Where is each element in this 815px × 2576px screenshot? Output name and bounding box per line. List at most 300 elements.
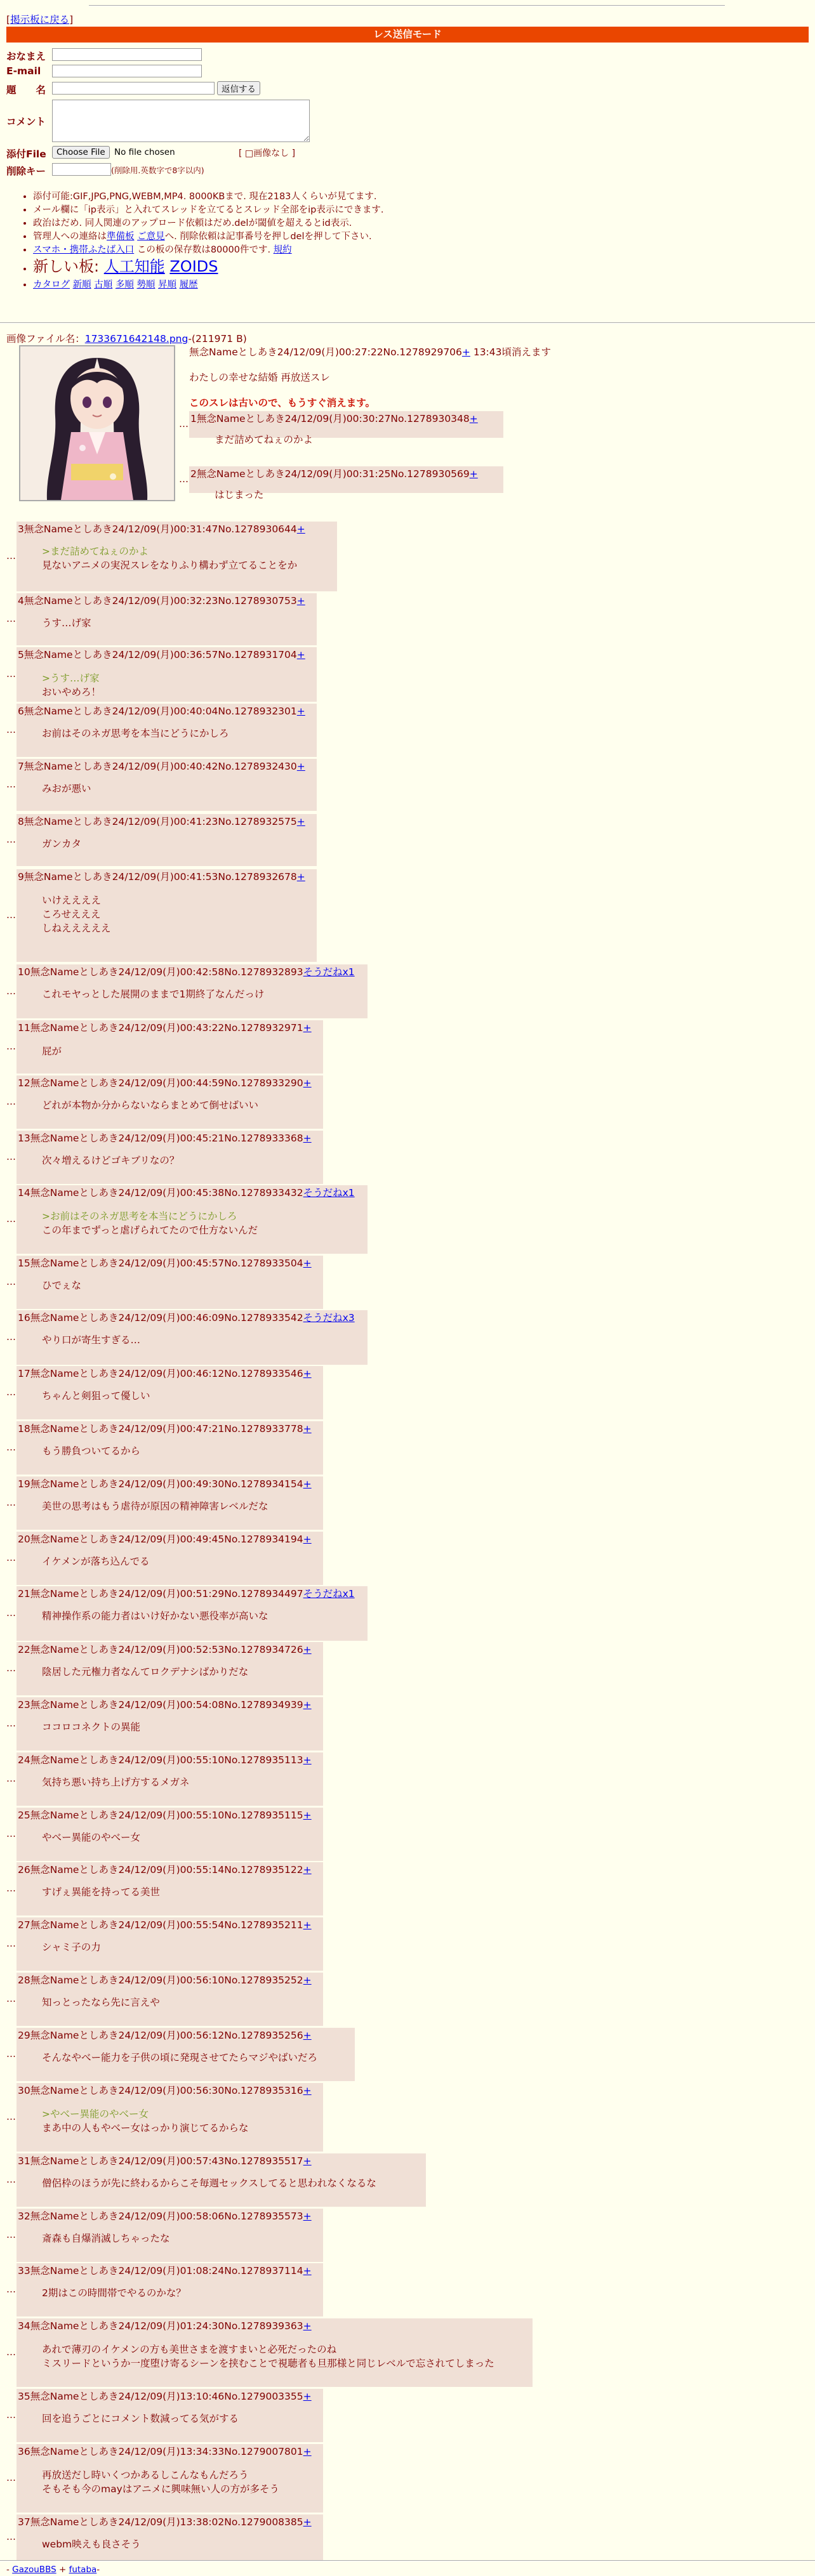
bracket-open: [ <box>6 14 11 25</box>
comment-label: コメント <box>6 116 46 128</box>
reply-header <box>18 2444 312 2458</box>
reply-header <box>190 411 478 425</box>
reply-body <box>42 1940 101 1954</box>
reply-body <box>42 1333 140 1347</box>
many-order-link[interactable]: 多順 <box>115 280 134 290</box>
zoids-board-link[interactable]: ZOIDS <box>169 258 218 275</box>
sodane-link[interactable]: + <box>303 2391 312 2402</box>
reply-header-text: 14無念Nameとしあき24/12/09(月)00:45:38No.1278933432 <box>18 1187 303 1199</box>
reply-line: すげぇ異能を持ってる美世 <box>42 1886 161 1898</box>
reply-header-text: 7無念Nameとしあき24/12/09(月)00:40:42No.1278932430 <box>18 761 297 772</box>
reply-post <box>17 1020 323 1074</box>
bracket-close: ] <box>69 14 74 25</box>
reply-header-text: 26無念Nameとしあき24/12/09(月)00:55:14No.1278935122 <box>18 1864 303 1876</box>
choose-file-button[interactable]: Choose File <box>52 146 110 159</box>
reply-header <box>18 1808 312 1822</box>
reply-body <box>42 1499 268 1513</box>
image-size: -(211971 B) <box>188 333 247 345</box>
reply-line: もう勝負ついてるから <box>42 1445 141 1457</box>
reply-line: あれで薄刃のイケメンの方も美世さまを渡すまいと必死だったのね <box>42 2344 337 2355</box>
reply-header-text: 31無念Nameとしあき24/12/09(月)00:57:43No.1278935517 <box>18 2155 303 2167</box>
reply-indent-marker: … <box>6 2284 16 2295</box>
reply-header-text: 6無念Nameとしあき24/12/09(月)00:40:04No.1278932301 <box>18 706 297 717</box>
footer <box>6 2565 100 2575</box>
reply-post <box>17 2083 323 2152</box>
reply-header <box>18 647 305 661</box>
reply-header <box>18 1586 355 1600</box>
reply-header <box>18 1256 312 1270</box>
reply-line: 屁が <box>42 1046 62 1057</box>
reply-post <box>17 1642 323 1695</box>
reply-line: まあ中の人もやべー女はっかり演じてるからな <box>42 2122 249 2134</box>
reply-header <box>18 1075 312 1089</box>
new-order-link[interactable]: 新順 <box>72 280 91 290</box>
reply-body <box>42 837 81 851</box>
reply-body <box>42 1830 140 1844</box>
reply-line: 陰居した元権力者なんてロクデナシばかりだな <box>42 1666 249 1678</box>
reply-header-text: 24無念Nameとしあき24/12/09(月)00:55:10No.1278935113 <box>18 1754 303 1766</box>
reply-line: ころせえええ <box>42 909 101 920</box>
reply-line: 2期はこの時間帯でやるのかな？ <box>42 2287 186 2299</box>
reply-header-text: 34無念Nameとしあき24/12/09(月)01:24:30No.1278939363 <box>18 2320 303 2332</box>
reply-post <box>17 1752 323 1806</box>
reply-body <box>42 987 264 1001</box>
reply-header <box>18 1752 312 1766</box>
sodane-link[interactable]: + <box>303 1478 312 1490</box>
reply-line: 次々増えるけどゴキブリなの？ <box>42 1155 180 1166</box>
reply-line: どれが本物か分からないならまとめて倒せばいい <box>42 1100 259 1111</box>
reply-line: 再放送だし時いくつかあるしこんなもんだろう <box>42 2469 249 2481</box>
reply-indent-marker: … <box>6 550 16 562</box>
reply-indent-marker: … <box>6 724 16 735</box>
reply-header <box>18 1421 312 1435</box>
sodane-link[interactable]: + <box>303 1864 312 1876</box>
reply-indent-marker: … <box>6 1993 16 2004</box>
reply-header-text: 37無念Nameとしあき24/12/09(月)13:38:02No.1279008385 <box>18 2516 303 2528</box>
quote-line: >まだ詰めてねぇのかよ <box>42 546 149 557</box>
reply-indent-marker: … <box>6 1096 16 1107</box>
reply-indent-marker: … <box>6 1718 16 1729</box>
reply-body <box>42 1444 140 1458</box>
reply-indent-marker: … <box>6 2531 16 2542</box>
sodane-link[interactable]: + <box>303 2265 312 2277</box>
reply-body <box>42 2107 249 2135</box>
sodane-link[interactable]: + <box>303 1258 312 1269</box>
reply-body <box>42 2537 141 2551</box>
sodane-link[interactable]: + <box>303 2155 312 2167</box>
op-header-text: 無念Nameとしあき24/12/09(月)00:27:22No.1278929706 <box>189 346 462 358</box>
reply-post <box>17 1185 368 1254</box>
reply-header <box>18 1310 355 1324</box>
reply-line: ひでぇな <box>42 1280 82 1291</box>
reply-indent-marker: … <box>6 1331 16 1343</box>
reply-header-text: 25無念Nameとしあき24/12/09(月)00:55:10No.1278935115 <box>18 1810 303 1821</box>
op-post-body: わたしの幸せな結婚 再放送スレ <box>189 372 330 383</box>
reply-post <box>17 1310 368 1365</box>
sodane-link[interactable]: + <box>469 413 478 424</box>
reply-line: 見ないアニメの実況スレをなりふり構わず立てることをか <box>42 560 298 571</box>
reply-body <box>42 1098 258 1112</box>
notice-item: • 添付可能:GIF,JPG,PNG,WEBM,MP4. 8000KBまで. 現在2183人くらいが見てます. <box>33 190 384 204</box>
sodane-link[interactable]: + <box>296 595 305 607</box>
reply-line: これモヤっとした展開のままで1期終了なんだっけ <box>42 989 265 1000</box>
reply-indent-marker: … <box>6 1442 16 1453</box>
delkey-label: 削除キー <box>6 166 46 177</box>
notice-text: へ. 削除依頼は記事番号を押しdelを押して下さい. <box>164 232 372 242</box>
reply-header-text: 23無念Nameとしあき24/12/09(月)00:54:08No.1278934939 <box>18 1699 303 1711</box>
reply-line: イケメンが落ち込んでる <box>42 1556 150 1567</box>
mobile-entrance-link[interactable]: スマホ・携帯ふたば入口 <box>33 245 135 255</box>
reply-body <box>42 1775 190 1789</box>
reply-body <box>42 782 91 796</box>
old-order-link[interactable]: 古順 <box>94 280 113 290</box>
reply-header-text: 32無念Nameとしあき24/12/09(月)00:58:06No.1278935573 <box>18 2211 303 2222</box>
reply-post <box>17 2209 323 2262</box>
sodane-link[interactable]: + <box>303 1644 312 1655</box>
reply-post <box>17 2318 533 2387</box>
reply-body <box>42 1278 81 1292</box>
reply-indent-marker: … <box>6 834 16 845</box>
sodane-link[interactable]: + <box>296 706 305 717</box>
reply-post <box>17 759 317 811</box>
sodane-link[interactable]: + <box>303 1919 312 1931</box>
reply-header-text: 2無念Nameとしあき24/12/09(月)00:31:25No.1278930569 <box>190 468 470 480</box>
reply-post <box>17 2389 323 2442</box>
file-label: 添付File <box>6 148 46 160</box>
momentum-order-link[interactable]: 勢順 <box>136 280 156 290</box>
reply-header <box>18 2263 312 2277</box>
reply-body <box>42 2468 279 2496</box>
reply-line: おいやめろ！ <box>42 687 102 698</box>
reply-post <box>17 1917 323 1971</box>
new-board-label: 新しい板: <box>33 258 104 275</box>
ascending-order-link[interactable]: 昇順 <box>158 280 177 290</box>
reply-line: みおが悪い <box>42 783 91 794</box>
reply-header-text: 17無念Nameとしあき24/12/09(月)00:46:12No.1278933546 <box>18 1368 303 1379</box>
reply-indent-marker: … <box>6 668 16 680</box>
reply-body <box>42 1609 268 1623</box>
sodane-link[interactable]: + <box>303 1133 312 1144</box>
sodane-link[interactable]: そうだねx1 <box>303 966 355 978</box>
reply-header-text: 16無念Nameとしあき24/12/09(月)00:46:09No.1278933542 <box>18 1312 303 1324</box>
sodane-link[interactable]: + <box>303 2446 312 2457</box>
reply-indent-marker: … <box>6 1276 16 1287</box>
reply-header <box>18 2028 312 2042</box>
reply-header <box>18 2318 312 2332</box>
reply-header <box>18 522 305 536</box>
notice-item: • 政治はだめ. 同人関連のアップロード依頼はだめ.delが閾値を超えるとid表示. <box>33 217 384 230</box>
footer-text: - <box>96 2565 100 2575</box>
reply-header-text: 28無念Nameとしあき24/12/09(月)00:56:10No.1278935252 <box>18 1975 303 1986</box>
reply-post <box>17 1075 323 1129</box>
reply-body <box>42 726 229 740</box>
reply-header <box>18 1642 312 1656</box>
reply-header <box>18 1185 355 1199</box>
reply-post <box>17 1421 323 1475</box>
reply-header <box>18 1973 312 1987</box>
reply-post <box>17 814 317 866</box>
rules-link[interactable]: 規約 <box>273 245 292 255</box>
history-link[interactable]: 履歴 <box>179 280 198 290</box>
reply-header <box>18 1697 312 1711</box>
reply-post <box>17 2514 323 2560</box>
reply-post <box>189 411 503 445</box>
reply-header <box>18 1476 312 1490</box>
reply-post <box>17 869 317 962</box>
reply-header <box>18 869 305 883</box>
reply-header-text: 19無念Nameとしあき24/12/09(月)00:49:30No.1278934154 <box>18 1478 303 1490</box>
reply-indent-marker: … <box>6 1552 16 1563</box>
sodane-link[interactable]: + <box>296 649 305 660</box>
reply-header-text: 8無念Nameとしあき24/12/09(月)00:41:23No.1278932575 <box>18 816 297 827</box>
reply-header-text: 1無念Nameとしあき24/12/09(月)00:30:27No.1278930348 <box>190 413 470 424</box>
reply-body <box>215 488 264 502</box>
reply-body <box>42 2176 376 2190</box>
reply-indent-marker: … <box>6 1773 16 1784</box>
ai-board-link[interactable]: 人工知能 <box>103 258 165 275</box>
sodane-link[interactable]: + <box>303 2085 312 2096</box>
reply-line: うす…げ家 <box>42 617 91 629</box>
reply-line: ちゃんと剣狙って優しい <box>42 1390 150 1402</box>
reply-post <box>17 1476 323 1530</box>
reply-header-text: 11無念Nameとしあき24/12/09(月)00:43:22No.1278932971 <box>18 1022 303 1034</box>
back-to-board-link[interactable]: 掲示板に戻る <box>10 14 70 25</box>
reply-line: ミスリードというか一度堕け寄るシーンを挟むことで視聴者も旦那様と同じレベルで忘されてしまった <box>42 2358 494 2369</box>
reply-header <box>18 1131 312 1145</box>
reply-header <box>18 2153 312 2167</box>
footer-text: + <box>56 2565 69 2575</box>
reply-body <box>215 433 313 447</box>
sodane-link[interactable]: + <box>303 2030 312 2041</box>
reply-post <box>17 1586 368 1641</box>
reply-indent-marker: … <box>6 1662 16 1674</box>
reply-header-text: 12無念Nameとしあき24/12/09(月)00:44:59No.1278933290 <box>18 1077 303 1089</box>
reply-header-text: 15無念Nameとしあき24/12/09(月)00:45:57No.1278933504 <box>18 1258 303 1269</box>
reply-header-text: 18無念Nameとしあき24/12/09(月)00:47:21No.1278933778 <box>18 1423 303 1435</box>
reply-body <box>42 1720 140 1734</box>
reply-header-text: 27無念Nameとしあき24/12/09(月)00:55:54No.1278935211 <box>18 1919 303 1931</box>
reply-body <box>42 1554 150 1568</box>
reply-indent-marker: … <box>6 1828 16 1839</box>
reply-post <box>17 522 337 591</box>
reply-post <box>17 1697 323 1751</box>
sodane-link[interactable]: + <box>303 1810 312 1821</box>
email-label: E-mail <box>6 65 41 77</box>
old-thread-warning: このスレは古いので、もうすぐ消えます。 <box>189 397 375 409</box>
reply-indent-marker: … <box>6 909 16 921</box>
reply-line: まだ詰めてねぇのかよ <box>215 434 314 445</box>
sodane-link[interactable]: + <box>303 1423 312 1435</box>
reply-line: 僧侶枠のほうが先に終わるからこそ毎週セックスしてると思われなくなるな <box>42 2178 376 2189</box>
footer-divider <box>0 2560 815 2561</box>
reply-body <box>42 2051 317 2065</box>
notice-text: この板の保存数は80000件です. <box>134 245 274 255</box>
reply-body <box>42 1153 179 1167</box>
reply-indent-marker: … <box>6 1213 16 1225</box>
reply-line: 回を追うごとにコメント数減ってる気がする <box>42 2413 239 2424</box>
reply-header-text: 21無念Nameとしあき24/12/09(月)00:51:29No.1278934497 <box>18 1588 303 1600</box>
reply-body <box>42 2286 186 2300</box>
quote-line: >やべー異能のやべー女 <box>42 2108 149 2120</box>
sodane-link[interactable]: そうだねx3 <box>303 1312 355 1324</box>
op-sodane-link[interactable]: + <box>461 346 470 358</box>
reply-indent-marker: … <box>6 1386 16 1398</box>
reply-body <box>42 2343 494 2370</box>
reply-header <box>18 1532 312 1546</box>
no-image-checkbox[interactable]: [ □画像なし ] <box>239 148 296 159</box>
footer-text: - <box>6 2565 13 2575</box>
reply-header-text: 22無念Nameとしあき24/12/09(月)00:52:53No.1278934726 <box>18 1644 303 1655</box>
sodane-link[interactable]: + <box>303 2211 312 2222</box>
image-file-link[interactable]: 1733671642148.png <box>84 333 189 345</box>
reply-body <box>42 1389 150 1403</box>
reply-header <box>18 2389 312 2403</box>
reply-line: やり口が寄生すぎる… <box>42 1334 141 1346</box>
reply-indent-marker: … <box>6 985 16 997</box>
reply-line: ガンカタ <box>42 838 82 850</box>
reply-line: 斎森も自爆消滅しちゃったな <box>42 2233 170 2244</box>
futaba-link[interactable]: futaba <box>69 2565 97 2575</box>
reply-indent-marker: … <box>6 1151 16 1162</box>
reply-header-text: 10無念Nameとしあき24/12/09(月)00:42:58No.1278932893 <box>18 966 303 978</box>
reply-header-text: 9無念Nameとしあき24/12/09(月)00:41:53No.1278932678 <box>18 871 297 883</box>
sodane-link[interactable]: + <box>469 468 478 480</box>
reply-post <box>17 704 317 757</box>
reply-header-text: 35無念Nameとしあき24/12/09(月)13:10:46No.1279003355 <box>18 2391 303 2402</box>
reply-header <box>18 964 355 978</box>
reply-header <box>18 2083 312 2097</box>
reply-header <box>190 466 478 480</box>
reply-header <box>18 704 305 718</box>
reply-header-text: 20無念Nameとしあき24/12/09(月)00:49:45No.1278934194 <box>18 1534 303 1545</box>
name-label: おなまえ <box>6 51 46 62</box>
reply-body <box>42 1995 160 2009</box>
sodane-link[interactable]: + <box>296 523 305 535</box>
sodane-link[interactable]: + <box>296 816 305 827</box>
catalog-link[interactable]: カタログ <box>33 280 70 290</box>
reply-post <box>17 2028 355 2081</box>
reply-line: 知っとったなら先に言えや <box>42 1997 160 2008</box>
reply-line: webm映えも良さそう <box>42 2539 141 2550</box>
reply-indent-marker: … <box>6 779 16 790</box>
reply-header <box>18 1366 312 1380</box>
reply-header <box>18 1917 312 1931</box>
subject-label: 題 名 <box>6 84 46 96</box>
prep-board-link[interactable]: 準備板 <box>107 232 135 242</box>
reply-line: はじまった <box>215 489 264 501</box>
sodane-link[interactable]: そうだねx1 <box>303 1187 355 1199</box>
reply-body <box>42 616 91 630</box>
notice-item: • メール欄に「ip表示」と入れてスレッドを立てるとスレッド全部をip表示にできます. <box>33 204 384 217</box>
sodane-link[interactable]: + <box>303 2516 312 2528</box>
reply-header-text: 29無念Nameとしあき24/12/09(月)00:56:12No.1278935256 <box>18 2030 303 2041</box>
reply-line: いけええええ <box>42 895 102 906</box>
sodane-link[interactable]: そうだねx1 <box>303 1588 355 1600</box>
reply-post <box>17 1973 323 2026</box>
delkey-note: (削除用.英数字で8字以内) <box>111 166 204 175</box>
reply-line: この年までずっと虐げられてたので仕方ないんだ <box>42 1225 258 1236</box>
submit-reply-button[interactable]: 返信する <box>217 81 260 95</box>
op-expire-text: 13:43頃消えます <box>470 346 552 358</box>
reply-post <box>17 593 317 645</box>
reply-header <box>18 1862 312 1876</box>
sodane-link[interactable]: + <box>296 761 305 772</box>
reply-header-text: 33無念Nameとしあき24/12/09(月)01:08:24No.1278937114 <box>18 2265 303 2277</box>
reply-line: シャミ子の力 <box>42 1942 101 1953</box>
gazoubbs-link[interactable]: GazouBBS <box>12 2565 56 2575</box>
reply-indent-marker: … <box>6 1497 16 1508</box>
reply-line: 気持ち悪い持ち上げ方するメガネ <box>42 1777 190 1788</box>
reply-body <box>42 671 101 699</box>
reply-body <box>42 1885 160 1899</box>
reply-body <box>42 1665 248 1679</box>
reply-indent-marker: … <box>6 1041 16 1052</box>
image-label: 画像ファイル名： <box>6 333 85 345</box>
sodane-link[interactable]: + <box>296 871 305 883</box>
sodane-link[interactable]: + <box>303 1368 312 1379</box>
reply-indent-marker: … <box>179 473 189 485</box>
reply-header-text: 4無念Nameとしあき24/12/09(月)00:32:23No.1278930753 <box>18 595 297 607</box>
opinion-link[interactable]: ご意見 <box>137 232 165 242</box>
reply-header <box>18 1020 312 1034</box>
reply-post <box>17 2444 323 2513</box>
sodane-link[interactable]: + <box>303 1534 312 1545</box>
reply-line: 美世の思考はもう虐待が原因の精神障害レベルだな <box>42 1501 268 1512</box>
sodane-link[interactable]: + <box>303 1975 312 1986</box>
sodane-link[interactable]: + <box>303 1077 312 1089</box>
reply-header <box>18 2514 312 2528</box>
reply-line: お前はそのネガ思考を本当にどうにかしろ <box>42 728 229 739</box>
reply-post <box>17 1808 323 1861</box>
reply-indent-marker: … <box>6 1607 16 1619</box>
reply-line: そもそも今のmayはアニメに興味無い人の方が多そう <box>42 2483 279 2495</box>
reply-header <box>18 593 305 607</box>
sodane-link[interactable]: + <box>303 1699 312 1711</box>
reply-indent-marker: … <box>6 2346 16 2358</box>
reply-body <box>42 2412 239 2426</box>
reply-header <box>18 814 305 828</box>
notice-text: 管理人への連絡は <box>33 232 107 242</box>
reply-indent-marker: … <box>6 2048 16 2060</box>
reply-header-text: 30無念Nameとしあき24/12/09(月)00:56:30No.1278935316 <box>18 2085 303 2096</box>
reply-header-text: 3無念Nameとしあき24/12/09(月)00:31:47No.1278930644 <box>18 523 297 535</box>
reply-indent-marker: … <box>179 418 189 430</box>
reply-line: やべー異能のやべー女 <box>42 1832 141 1843</box>
reply-indent-marker: … <box>6 2472 16 2483</box>
reply-post <box>189 466 503 501</box>
reply-indent-marker: … <box>6 1938 16 1949</box>
reply-post <box>17 964 368 1018</box>
reply-post <box>17 2153 426 2207</box>
reply-header-text: 5無念Nameとしあき24/12/09(月)00:36:57No.1278931704 <box>18 649 297 660</box>
reply-body <box>42 1044 62 1058</box>
quote-line: >お前はそのネガ思考を本当にどうにかしろ <box>42 1211 237 1222</box>
reply-post <box>17 1131 323 1184</box>
reply-body <box>42 2231 170 2245</box>
sodane-link[interactable]: + <box>303 1022 312 1034</box>
reply-body <box>42 544 297 572</box>
reply-line: ココロコネクトの異能 <box>42 1721 141 1733</box>
reply-post <box>17 1366 323 1419</box>
reply-indent-marker: … <box>6 1883 16 1894</box>
reply-header-text: 13無念Nameとしあき24/12/09(月)00:45:21No.1278933368 <box>18 1133 303 1144</box>
reply-post <box>17 1862 323 1916</box>
sodane-link[interactable]: + <box>303 1754 312 1766</box>
reply-mode-bar: レス送信モード <box>6 27 809 43</box>
sodane-link[interactable]: + <box>303 2320 312 2332</box>
reply-header-text: 36無念Nameとしあき24/12/09(月)13:34:33No.1279007801 <box>18 2446 303 2457</box>
file-status: No file chosen <box>114 147 175 157</box>
